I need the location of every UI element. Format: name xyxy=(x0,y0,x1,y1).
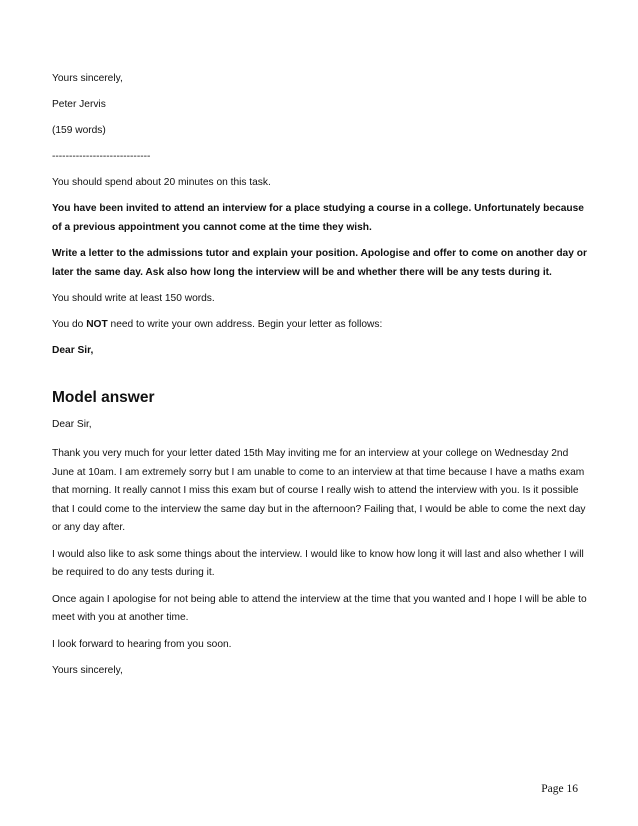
model-answer-closing: Yours sincerely, xyxy=(52,664,123,676)
model-answer-paragraph-3: Once again I apologise for not being able to attend the interview at the time that you wanted and I hope I will be able to meet with you at another time. xyxy=(52,593,587,623)
model-answer-paragraph-2: I would also like to ask some things about the interview. I would like to know how long it will last and also whether I will be required to do any tests during it. xyxy=(52,548,584,578)
letter-closing: Yours sincerely, xyxy=(52,73,123,84)
address-note-before: You do xyxy=(52,319,87,330)
task-address-note xyxy=(52,316,588,334)
task-situation: You have been invited to attend an interview for a place studying a course in a college. Unfortunately because of a previous appointment you cannot come at the time they wish. xyxy=(52,203,584,233)
task-instruction: Write a letter to the admissions tutor and explain your position. Apologise and offer to come on another day or later the same day. Ask also how long the interview will be and whether there will be any tests during it. xyxy=(52,248,587,278)
section-separator: ----------------------------- xyxy=(52,151,151,162)
model-answer-paragraph-1: Thank you very much for your letter dated 15th May inviting me for an interview at your college on Wednesday 2nd June at 10am. I am extremely sorry but I am unable to come to an interview at that time because I have a maths exam that morning. It really cannot I miss this exam but of course I really wish to attend the interview with you. Is it possible that I could come to the interview the same day but in the afternoon? Failing that, I would be able to come the next day or any day after. xyxy=(52,448,586,533)
task-word-requirement: You should write at least 150 words. xyxy=(52,293,215,304)
address-note-after: need to write your own address. Begin your letter as follows: xyxy=(107,319,383,330)
letter-signature: Peter Jervis xyxy=(52,99,106,110)
model-answer-heading: Model answer xyxy=(52,389,155,406)
model-answer-salutation: Dear Sir, xyxy=(52,419,92,430)
word-count: (159 words) xyxy=(52,125,106,136)
task-time-instruction: You should spend about 20 minutes on this task. xyxy=(52,177,271,188)
task-salutation: Dear Sir, xyxy=(52,345,94,356)
page-number: Page 16 xyxy=(541,783,578,795)
page-content xyxy=(52,70,588,680)
model-answer-paragraph-4: I look forward to hearing from you soon. xyxy=(52,638,232,650)
address-note-emphasis: NOT xyxy=(86,319,108,330)
